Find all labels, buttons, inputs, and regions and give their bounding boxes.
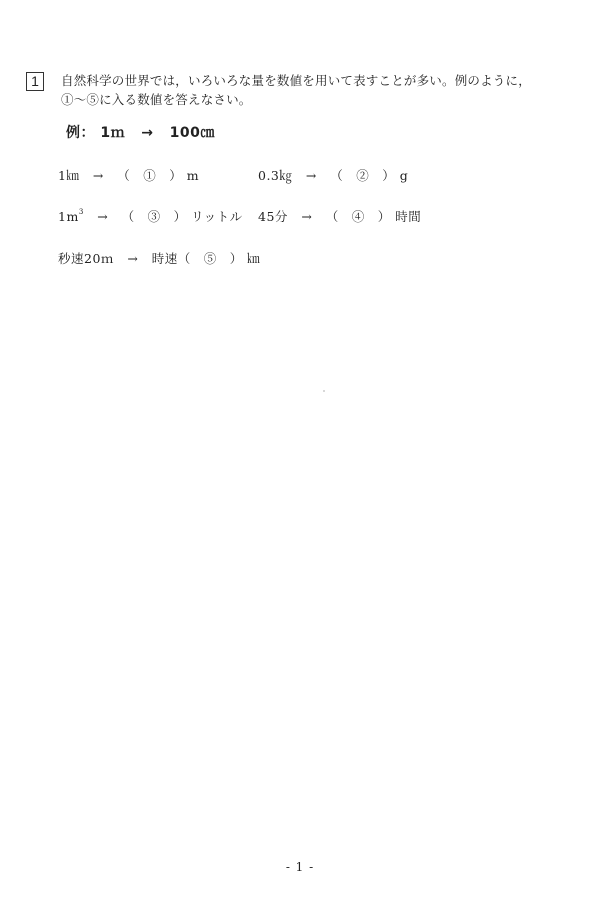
- item-3-exponent: 3: [78, 208, 84, 216]
- answer-blank-4: （ ④ ）: [325, 209, 391, 224]
- item-2-unit: g: [399, 168, 409, 183]
- item-2-arrow: →: [305, 168, 317, 183]
- item-1-from: 1㎞: [58, 168, 80, 183]
- answer-blank-5: （ ⑤ ）: [177, 251, 243, 266]
- question-intro-line-2: ①～⑤に入る数値を答えなさい。: [61, 92, 252, 107]
- example-label: 例：: [66, 125, 95, 141]
- item-1-unit: m: [186, 168, 200, 183]
- answer-blank-1: （ ① ）: [117, 168, 183, 183]
- scan-speck: [323, 390, 325, 392]
- item-3: [58, 207, 243, 225]
- item-4-unit: 時間: [395, 209, 422, 224]
- item-5-from: 秒速20ｍ: [58, 251, 114, 266]
- example-line: [66, 122, 215, 142]
- item-5-prefix: 時速: [151, 251, 178, 266]
- question-number-box: 1: [26, 72, 44, 91]
- question-intro-line-1: 自然科学の世界では，いろいろな量を数値を用いて表すことが多い。例のように，: [61, 73, 531, 88]
- answer-blank-2: （ ② ）: [330, 168, 396, 183]
- item-4: [258, 207, 421, 225]
- item-5: [58, 249, 260, 267]
- example-arrow: →: [141, 125, 154, 141]
- item-4-from: 45分: [258, 209, 288, 224]
- item-5-arrow: →: [127, 251, 139, 266]
- item-3-arrow: →: [97, 209, 109, 224]
- item-1: [58, 166, 199, 184]
- item-3-unit: リットル: [191, 209, 243, 224]
- page-number: - 1 -: [285, 860, 315, 874]
- answer-blank-3: （ ③ ）: [121, 209, 187, 224]
- item-1-arrow: →: [92, 168, 104, 183]
- item-3-from: 1m: [58, 209, 79, 224]
- example-from: 1ｍ: [100, 125, 126, 141]
- item-2: [258, 166, 408, 184]
- item-2-from: 0.3㎏: [258, 168, 293, 183]
- item-5-unit: ㎞: [247, 251, 261, 266]
- example-to: 100㎝: [169, 125, 215, 141]
- item-4-arrow: →: [301, 209, 313, 224]
